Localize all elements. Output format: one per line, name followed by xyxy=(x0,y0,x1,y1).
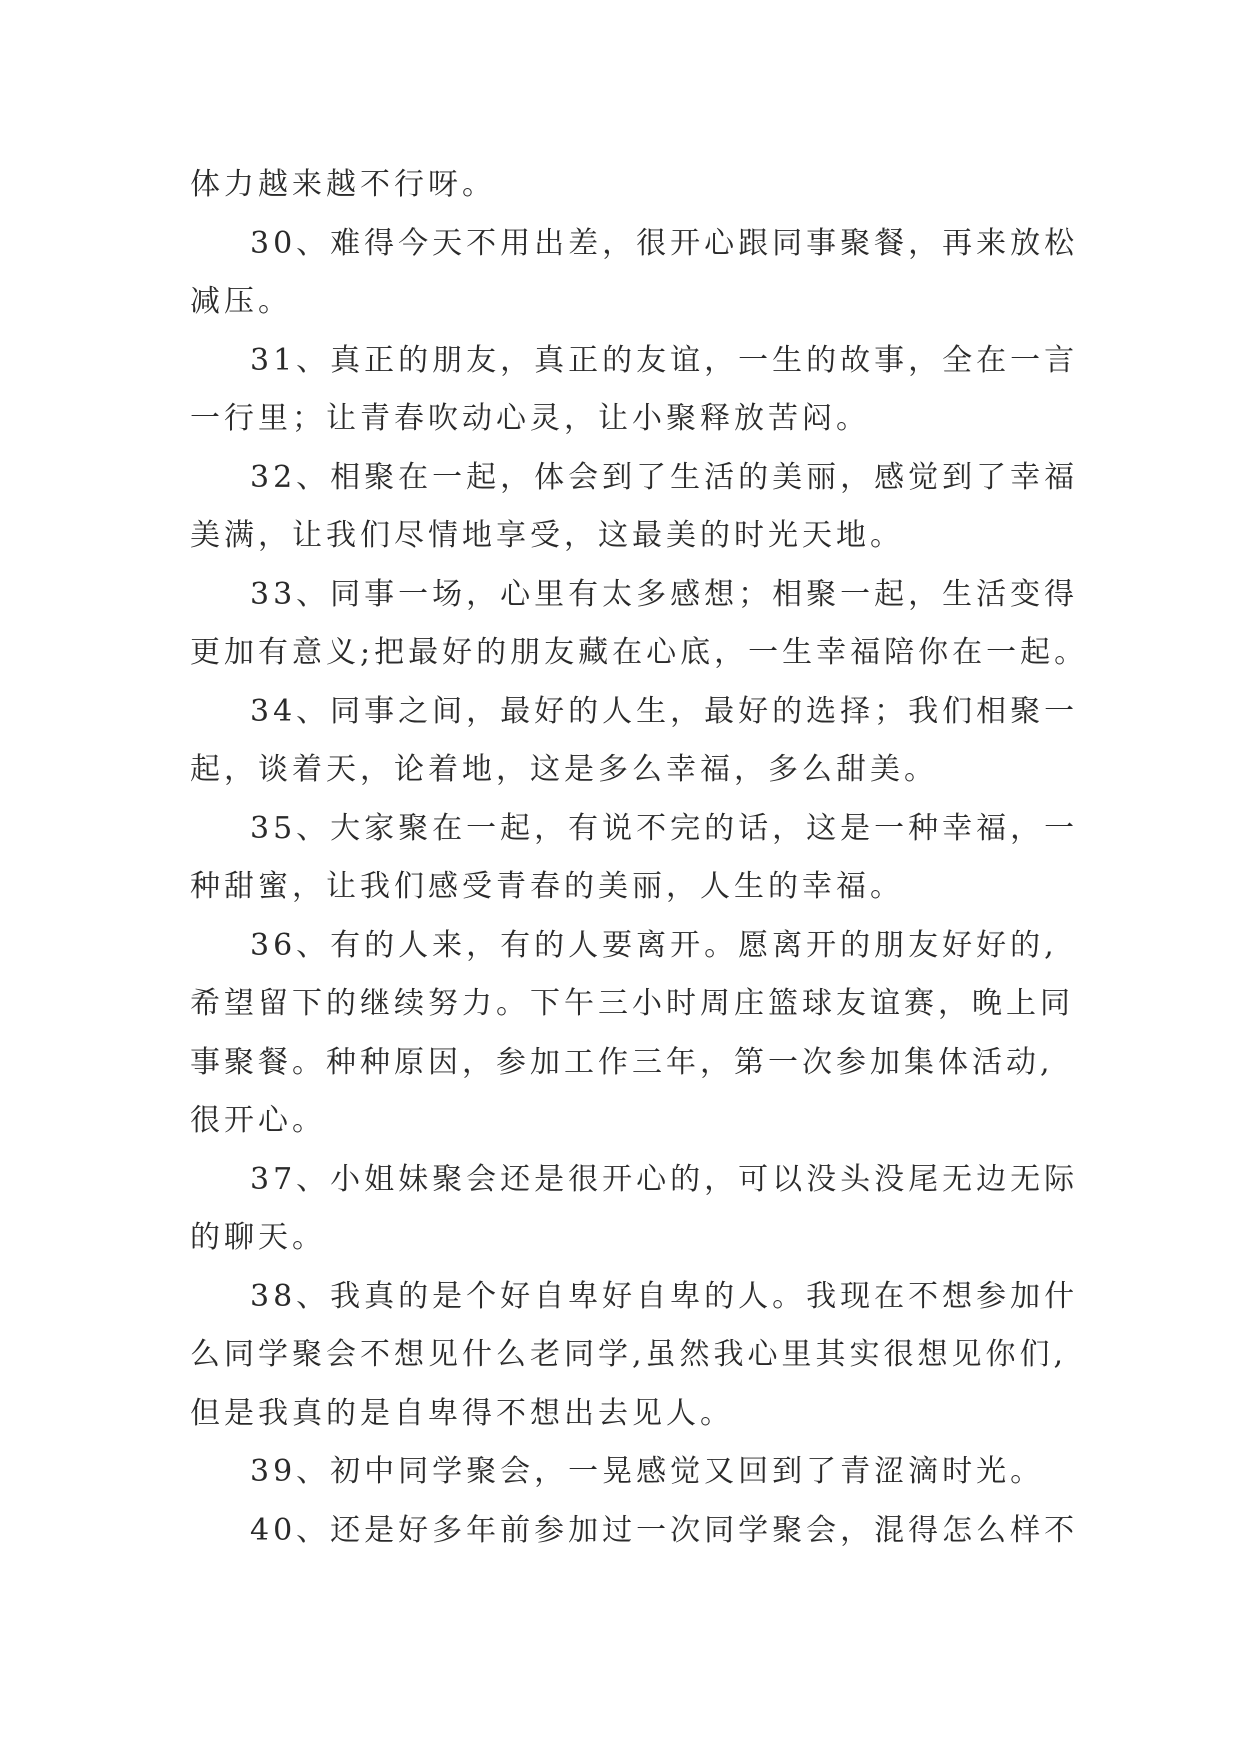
text-line: 37、小姐妹聚会还是很开心的，可以没头没尾无边无际 xyxy=(250,1161,1079,1197)
text-line: 36、有的人来，有的人要离开。愿离开的朋友好好的, xyxy=(250,927,1058,963)
text-line: 事聚餐。种种原因，参加工作三年，第一次参加集体活动, xyxy=(190,1044,1054,1080)
text-line: 38、我真的是个好自卑好自卑的人。我现在不想参加什 xyxy=(250,1278,1079,1314)
text-line: 33、同事一场，心里有太多感想；相聚一起，生活变得 xyxy=(250,576,1079,612)
text-line: 希望留下的继续努力。下午三小时周庄篮球友谊赛，晚上同 xyxy=(190,986,1074,1021)
text-line: 起，谈着天，论着地，这是多么幸福，多么甜美。 xyxy=(190,752,938,787)
document-body xyxy=(190,156,1089,1560)
text-line: 31、真正的朋友，真正的友谊，一生的故事，全在一言 xyxy=(250,342,1079,378)
text-line: 32、相聚在一起，体会到了生活的美丽，感觉到了幸福 xyxy=(250,459,1079,495)
text-line: 35、大家聚在一起，有说不完的话，这是一种幸福，一 xyxy=(250,810,1079,846)
text-line: 体力越来越不行呀。 xyxy=(190,167,496,202)
text-line: 种甜蜜，让我们感受青春的美丽，人生的幸福。 xyxy=(190,869,904,904)
text-line: 很开心。 xyxy=(190,1103,326,1138)
text-line: 减压。 xyxy=(190,284,292,319)
text-line: 但是我真的是自卑得不想出去见人。 xyxy=(190,1395,734,1431)
text-line: 更加有意义;把最好的朋友藏在心底，一生幸福陪你在一起。 xyxy=(190,635,1089,670)
text-line: 么同学聚会不想见什么老同学,虽然我心里其实很想见你们, xyxy=(190,1337,1068,1372)
text-line: 一行里；让青春吹动心灵，让小聚释放苦闷。 xyxy=(190,401,870,436)
text-line: 30、难得今天不用出差，很开心跟同事聚餐，再来放松 xyxy=(250,225,1079,261)
text-line: 39、初中同学聚会，一晃感觉又回到了青涩滴时光。 xyxy=(250,1454,1045,1489)
text-line: 40、还是好多年前参加过一次同学聚会，混得怎么样不 xyxy=(250,1512,1079,1548)
text-line: 的聊天。 xyxy=(190,1220,326,1255)
text-line: 34、同事之间，最好的人生，最好的选择；我们相聚一 xyxy=(250,693,1079,729)
text-line: 美满，让我们尽情地享受，这最美的时光天地。 xyxy=(190,518,904,553)
